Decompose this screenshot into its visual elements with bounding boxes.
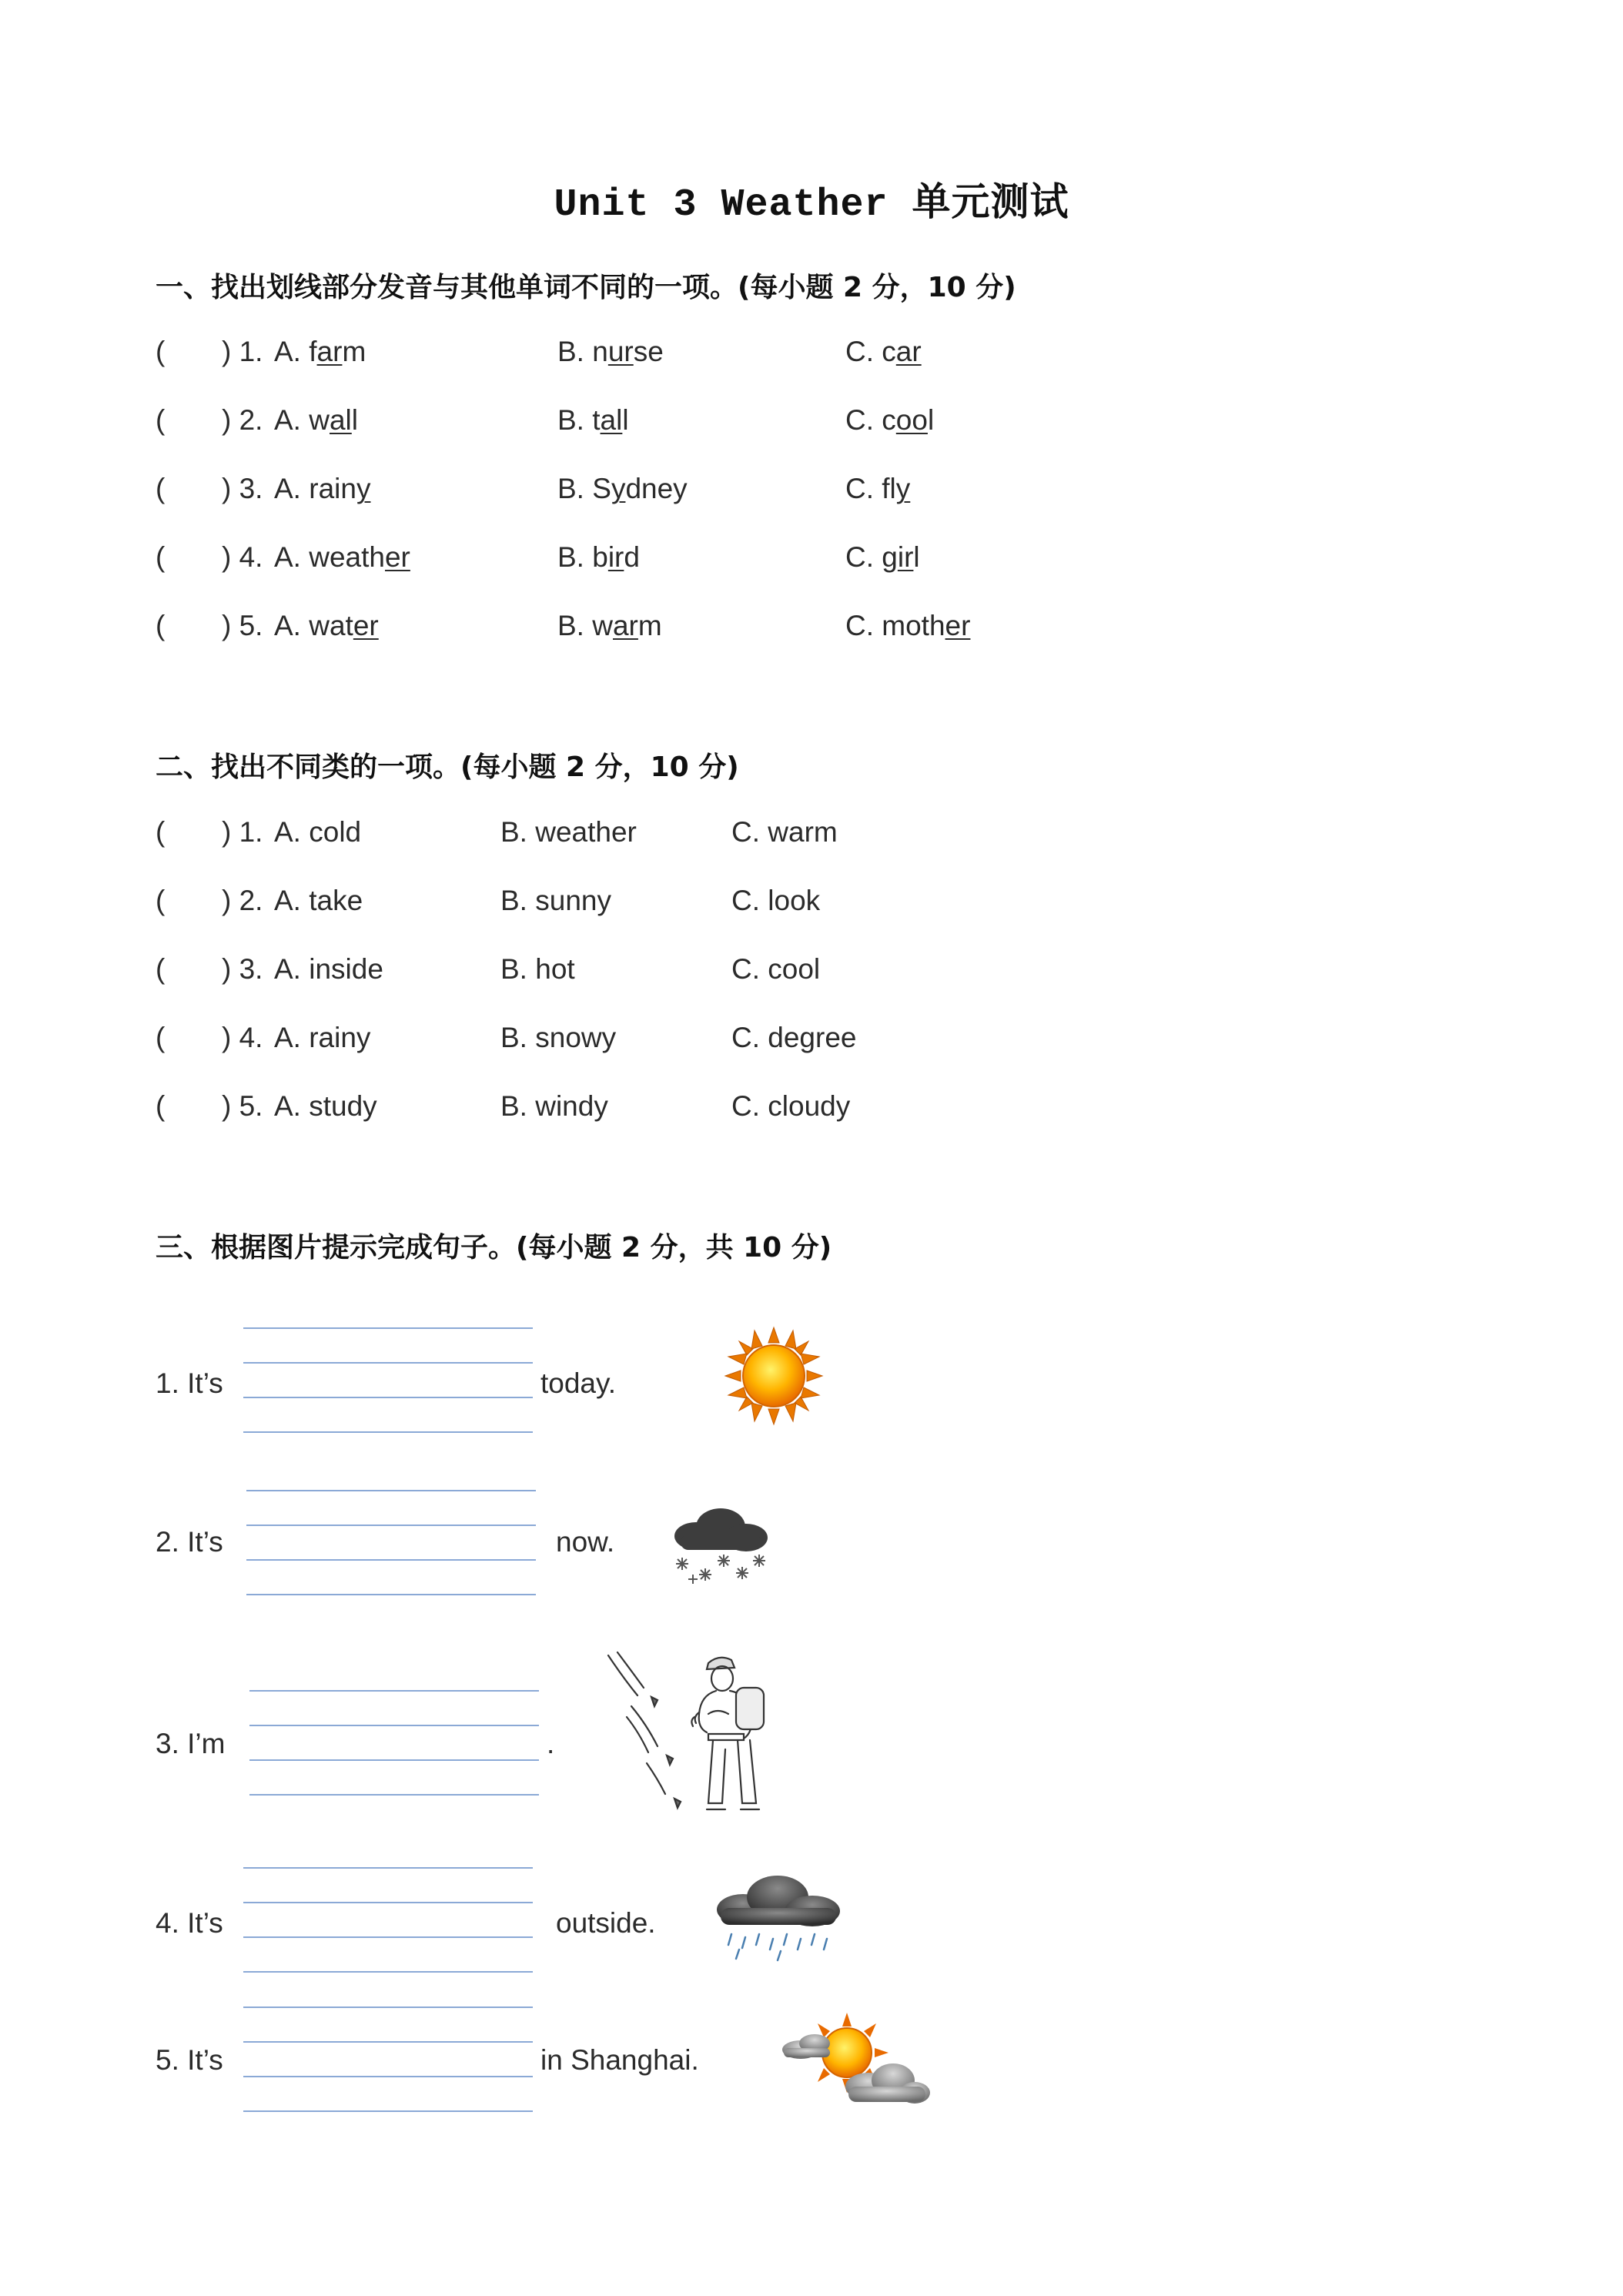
s1-q2-paren: ( (156, 404, 166, 436)
s2-q2-option-b[interactable]: B. sunny (500, 885, 611, 916)
s1-q3-option-c[interactable]: C. fly (845, 473, 911, 504)
section1-heading: 一、找出划线部分发音与其他单词不同的一项。(每小题 2 分，10 分) (156, 272, 1016, 303)
s2-q2-paren: ( (156, 885, 166, 916)
s2-q4-number: ) 4. (222, 1022, 263, 1053)
s1-q3-paren: ( (156, 473, 166, 504)
page-title (0, 171, 1623, 227)
s1-q4-number: ) 4. (222, 541, 263, 573)
s1-q5-option-a[interactable]: A. water (274, 610, 379, 641)
sun-behind-cloud-icon (778, 2010, 932, 2117)
s2-q5-option-b[interactable]: B. windy (500, 1090, 608, 1122)
s1-q1-option-b[interactable]: B. nurse (557, 336, 664, 367)
title-en: Unit 3 Weather (554, 183, 888, 227)
s3-item-3-prefix: 3. I’m (156, 1728, 226, 1759)
s2-q5-option-a[interactable]: A. study (274, 1090, 377, 1122)
s3-item-3-line-2[interactable] (249, 1725, 539, 1726)
cold-person-icon (601, 1648, 808, 1817)
s2-q1-option-b[interactable]: B. weather (500, 816, 637, 848)
s3-item-5-prefix: 5. It’s (156, 2044, 223, 2076)
s2-q3-option-b[interactable]: B. hot (500, 953, 575, 985)
s1-q1-number: ) 1. (222, 336, 263, 367)
s2-q1-paren: ( (156, 816, 166, 848)
snow-cloud-icon (665, 1505, 773, 1590)
s3-item-3-line-3[interactable] (249, 1759, 539, 1761)
s1-q4-option-c[interactable]: C. girl (845, 541, 920, 573)
s2-q1-option-c[interactable]: C. warm (731, 816, 838, 848)
s1-q4-paren: ( (156, 541, 166, 573)
s1-q1-paren: ( (156, 336, 166, 367)
s3-item-5-line-3[interactable] (243, 2076, 533, 2077)
s3-item-2-line-1[interactable] (246, 1490, 536, 1491)
s3-item-1-suffix: today. (540, 1367, 617, 1399)
rain-cloud-icon (708, 1873, 847, 1965)
title-cn: 单元测试 (912, 179, 1069, 224)
s2-q5-option-c[interactable]: C. cloudy (731, 1090, 851, 1122)
s3-item-2-suffix: now. (556, 1526, 615, 1558)
s3-item-4-prefix: 4. It’s (156, 1907, 223, 1939)
s2-q5-number: ) 5. (222, 1090, 263, 1122)
s2-q4-option-b[interactable]: B. snowy (500, 1022, 617, 1053)
s2-q3-number: ) 3. (222, 953, 263, 985)
s1-q4-option-a[interactable]: A. weather (274, 541, 410, 573)
s3-item-2-prefix: 2. It’s (156, 1526, 223, 1558)
s1-q2-option-b[interactable]: B. tall (557, 404, 629, 436)
s2-q3-option-a[interactable]: A. inside (274, 953, 383, 985)
s3-item-4-line-1[interactable] (243, 1867, 533, 1869)
s2-q1-number: ) 1. (222, 816, 263, 848)
s1-q5-option-c[interactable]: C. mother (845, 610, 971, 641)
s2-q3-option-c[interactable]: C. cool (731, 953, 821, 985)
s2-q4-option-c[interactable]: C. degree (731, 1022, 857, 1053)
s3-item-2-line-2[interactable] (246, 1525, 536, 1526)
section3-heading: 三、根据图片提示完成句子。(每小题 2 分，共 10 分) (156, 1232, 832, 1263)
s1-q2-option-c[interactable]: C. cool (845, 404, 935, 436)
s1-q5-paren: ( (156, 610, 166, 641)
s2-q3-paren: ( (156, 953, 166, 985)
s1-q5-option-b[interactable]: B. warm (557, 610, 662, 641)
s3-item-5-line-4[interactable] (243, 2110, 533, 2112)
s3-item-2-line-4[interactable] (246, 1594, 536, 1595)
s2-q4-paren: ( (156, 1022, 166, 1053)
s1-q3-option-a[interactable]: A. rainy (274, 473, 371, 504)
section2-heading: 二、找出不同类的一项。(每小题 2 分，10 分) (156, 751, 739, 783)
s2-q2-option-a[interactable]: A. take (274, 885, 363, 916)
s2-q1-option-a[interactable]: A. cold (274, 816, 362, 848)
s3-item-3-line-4[interactable] (249, 1794, 539, 1796)
s3-item-1-line-3[interactable] (243, 1397, 533, 1398)
s1-q4-option-b[interactable]: B. bird (557, 541, 640, 573)
s1-q2-number: ) 2. (222, 404, 263, 436)
s3-item-4-line-2[interactable] (243, 1902, 533, 1903)
s3-item-4-line-4[interactable] (243, 1971, 533, 1973)
s3-item-5-line-2[interactable] (243, 2041, 533, 2043)
s1-q2-option-a[interactable]: A. wall (274, 404, 359, 436)
s3-item-5-line-1[interactable] (243, 2006, 533, 2008)
s3-item-1-line-1[interactable] (243, 1327, 533, 1329)
s3-item-5-suffix: in Shanghai. (540, 2044, 699, 2076)
s3-item-2-line-3[interactable] (246, 1559, 536, 1561)
sun-icon (724, 1326, 824, 1426)
s2-q5-paren: ( (156, 1090, 166, 1122)
s3-item-1-line-4[interactable] (243, 1431, 533, 1433)
s3-item-4-suffix: outside. (556, 1907, 656, 1939)
s1-q1-option-a[interactable]: A. farm (274, 336, 366, 367)
s2-q4-option-a[interactable]: A. rainy (274, 1022, 371, 1053)
s1-q3-number: ) 3. (222, 473, 263, 504)
s2-q2-number: ) 2. (222, 885, 263, 916)
s3-item-3-line-1[interactable] (249, 1690, 539, 1692)
s3-item-1-prefix: 1. It’s (156, 1367, 223, 1399)
s3-item-4-line-3[interactable] (243, 1936, 533, 1938)
s1-q5-number: ) 5. (222, 610, 263, 641)
s3-item-1-line-2[interactable] (243, 1362, 533, 1364)
s3-item-3-suffix: . (547, 1728, 555, 1759)
s1-q3-option-b[interactable]: B. Sydney (557, 473, 688, 504)
s2-q2-option-c[interactable]: C. look (731, 885, 821, 916)
s1-q1-option-c[interactable]: C. car (845, 336, 922, 367)
